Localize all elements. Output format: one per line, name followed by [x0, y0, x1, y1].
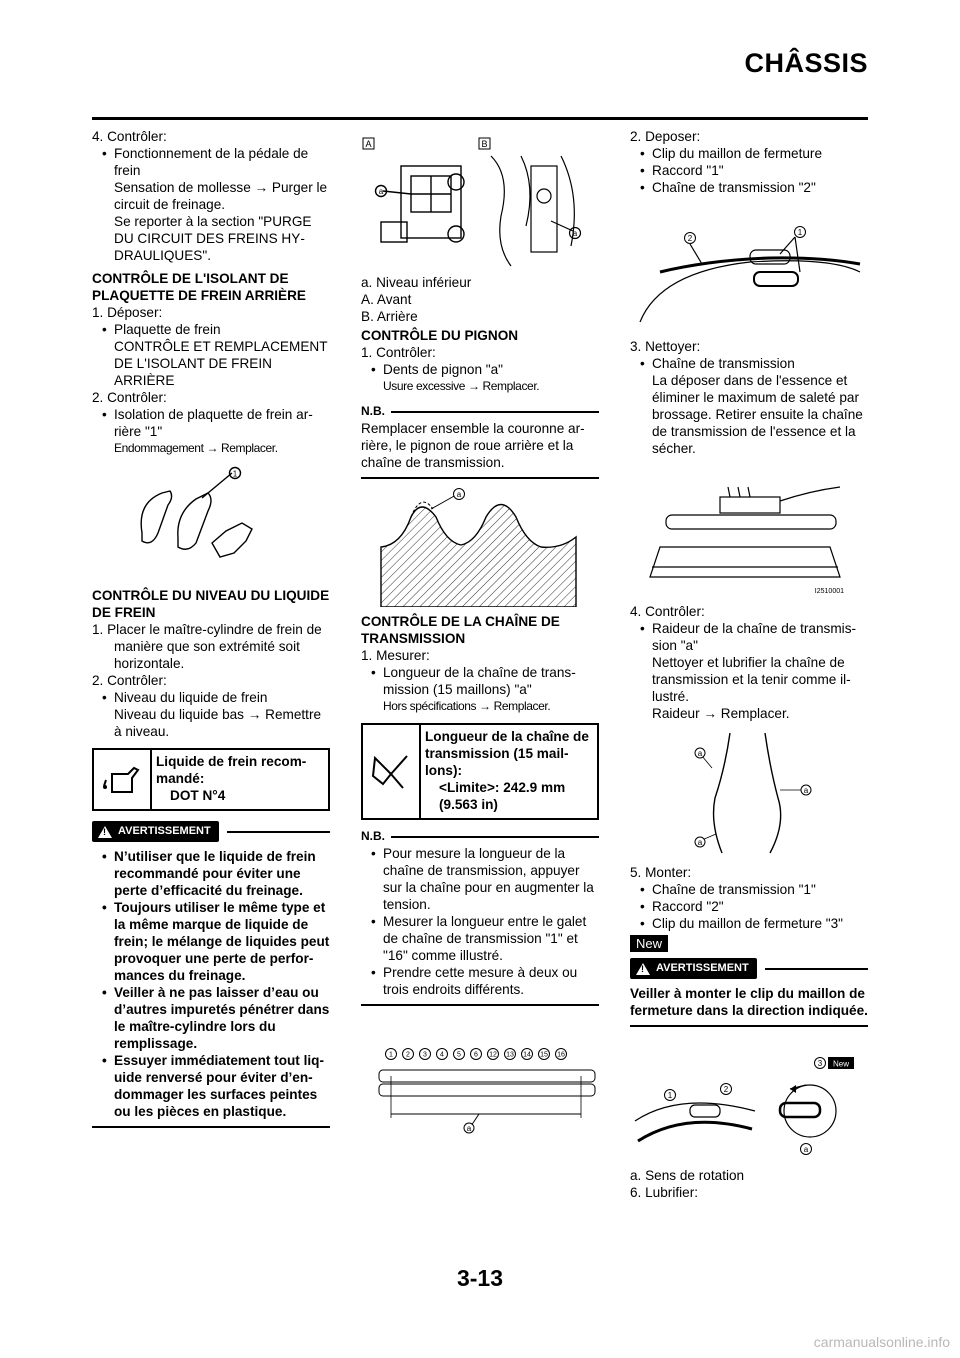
- svg-text:a: a: [456, 490, 462, 499]
- warning-end-rule: [92, 1126, 330, 1128]
- note-label: N.B.: [361, 829, 385, 843]
- chain-roller-number-label: 5: [457, 1051, 461, 1059]
- spec-value: DOT N°4: [170, 788, 226, 803]
- pad-step-2-bullet: • Isolation de plaquette de frein arrière "1": [92, 406, 330, 440]
- oil-can-icon: [94, 750, 152, 809]
- caliper-icon: [363, 725, 421, 818]
- warning-icon: [636, 963, 650, 975]
- figure-code: I2510001: [814, 588, 844, 595]
- fluid-step-1: 1. Placer le maître-cylindre de frein de manière que son extrémité soit horizontale.: [92, 622, 322, 671]
- step-3: 3. Nettoyer:: [630, 339, 701, 354]
- step-2-bullet: • Raccord "1": [630, 162, 868, 179]
- svg-text:1: 1: [797, 228, 803, 237]
- svg-text:1: 1: [667, 1091, 673, 1100]
- pad-figure-label: 1: [232, 469, 238, 479]
- step-4-line-1: Sensation de mollesse → Purger le circuit de freinage.: [114, 180, 328, 212]
- note-text: Remplacer ensemble la couronne arrière, le pignon de roue arrière et la chaîne de transmission.: [361, 421, 585, 470]
- pad-step-1-bullet: • Plaquette de frein: [92, 321, 330, 338]
- svg-text:B: B: [481, 139, 488, 149]
- step-2: 2. Deposer:: [630, 129, 701, 144]
- step-4-title: 4. Contrôler:: [92, 129, 167, 144]
- pad-step-2: 2. Contrôler:: [92, 390, 167, 405]
- fluid-step-2: 2. Contrôler:: [92, 673, 167, 688]
- chain-roller-number-label: 12: [489, 1051, 497, 1059]
- svg-text:a: a: [803, 1145, 809, 1154]
- legend-a: a. Niveau inférieur: [361, 275, 472, 290]
- column-left: [92, 128, 330, 1136]
- chain-roller-number-label: 1: [389, 1051, 393, 1059]
- warning-item: • N’utiliser que le liquide de frein recommandé pour éviter une perte d’efficacité du freinage.: [92, 848, 330, 899]
- svg-text:2: 2: [723, 1085, 729, 1094]
- pad-step-2-action: Endommagement → Remplacer.: [114, 441, 278, 455]
- header-rule: [92, 117, 868, 120]
- fluid-step-2-action: Niveau du liquide bas → Remettre à niveau.: [114, 707, 322, 739]
- legend-B: B. Arrière: [361, 309, 418, 324]
- legend-a: a. Sens de rotation: [630, 1168, 745, 1183]
- chain-roller-number-label: 4: [440, 1051, 444, 1059]
- chain-roller-number-label: 2: [406, 1051, 410, 1059]
- note-block-1: [361, 403, 599, 479]
- svg-text:New: New: [832, 1059, 850, 1069]
- step-4-text: Nettoyer et lubrifier la chaîne de transmission et la tenir comme illustré.: [652, 655, 851, 704]
- watermark: carmanualsonline.info: [813, 1334, 950, 1350]
- note-label: N.B.: [361, 404, 385, 418]
- sprocket-step-1-bullet: • Dents de pignon "a": [361, 361, 599, 378]
- sprocket-step-1-action: Usure excessive → Remplacer.: [383, 379, 540, 393]
- note-block-2: [361, 828, 599, 1006]
- warning-badge: ! AVERTISSEMENT: [92, 821, 219, 842]
- column-middle: [361, 128, 599, 1142]
- note-item: • Pour mesure la longueur de la chaîne de transmission, appuyer sur la chaîne pour en augmenter la tension.: [361, 845, 599, 913]
- chain-stiffness-figure: [630, 728, 868, 858]
- chain-step-1: 1. Mesurer:: [361, 648, 430, 663]
- clean-chain-figure: [630, 467, 868, 597]
- step-5-bullet: • Chaîne de transmission "1": [630, 881, 868, 898]
- page-title: CHÂSSIS: [744, 48, 868, 78]
- pad-step-1-ref: CONTRÔLE ET REMPLACEMENT DE L'ISOLANT DE FREIN ARRIÈRE: [114, 339, 328, 388]
- remove-chain-figure: [630, 202, 868, 332]
- chain-step-1-bullet: • Longueur de la chaîne de transmission (15 maillons) "a": [361, 664, 599, 698]
- svg-text:a: a: [378, 187, 384, 196]
- step-3-text: La déposer dans de l'essence et éliminer le maximum de saleté par brossage. Retirer ensuite la chaîne de transmission de l'essence et la sécher.: [652, 373, 863, 456]
- sprocket-teeth-figure: [361, 487, 599, 607]
- chain-roller-number-label: 6: [474, 1051, 478, 1059]
- reservoir-figure: [361, 136, 599, 268]
- warning-header: [630, 958, 868, 979]
- fluid-step-2-bullet: • Niveau du liquide de frein: [92, 689, 330, 706]
- warning-item: • Veiller à ne pas laisser d’eau ou d’autres impuretés pénétrer dans le maître-cylindre lors du remplissage.: [92, 984, 330, 1052]
- new-part-badge: New: [630, 935, 668, 952]
- brake-pad-figure: [92, 463, 330, 581]
- install-clip-figure: [630, 1041, 868, 1161]
- chain-step-1-action: Hors spécifications → Remplacer.: [383, 699, 551, 713]
- chain-roller-number-label: 14: [523, 1051, 531, 1059]
- step-4-line-2: Se reporter à la section "PURGE DU CIRCUIT DES FREINS HYDRAULIQUES".: [114, 214, 312, 263]
- heading-pad-insulator: CONTRÔLE DE L'ISOLANT DE PLAQUETTE DE FREIN ARRIÈRE: [92, 271, 306, 303]
- step-3-bullet: • Chaîne de transmission: [630, 355, 868, 372]
- step-2-bullet: • Clip du maillon de fermeture: [630, 145, 868, 162]
- page-number: 3-13: [456, 1265, 504, 1291]
- note-item: • Mesurer la longueur entre le galet de chaîne de transmission "1" et "16" comme illustré.: [361, 913, 599, 964]
- step-4-action: Raideur → Remplacer.: [652, 706, 790, 721]
- note-item: • Prendre cette mesure à deux ou trois endroits différents.: [361, 964, 599, 998]
- step-4: 4. Contrôler:: [630, 604, 705, 619]
- warning-item: • Toujours utiliser le même type et la même marque de liquide de frein; le mélange de liquides peut provoquer une perte de performances du freinage.: [92, 899, 330, 984]
- svg-text:3: 3: [817, 1059, 823, 1068]
- spec-label: Longueur de la chaîne de transmission (15 maillons):: [425, 729, 589, 778]
- svg-text:2: 2: [687, 234, 693, 243]
- warning-badge: ! AVERTISSEMENT: [630, 958, 757, 979]
- chain-roller-number-label: 3: [423, 1051, 427, 1059]
- warning-text: Veiller à monter le clip du maillon de fermeture dans la direction indiquée.: [630, 986, 868, 1018]
- warning-icon: [98, 826, 112, 838]
- warning-header: [92, 821, 330, 842]
- chain-roller-number-label: 13: [506, 1051, 514, 1059]
- step-6: 6. Lubrifier:: [630, 1185, 699, 1200]
- svg-text:a: a: [803, 786, 809, 795]
- legend-A: A. Avant: [361, 292, 412, 307]
- brake-fluid-spec-box: [92, 748, 330, 811]
- svg-text:A: A: [365, 139, 372, 149]
- svg-text:a: a: [697, 838, 703, 847]
- chain-roller-number-label: 15: [540, 1051, 548, 1059]
- pad-step-1: 1. Déposer:: [92, 305, 163, 320]
- column-right: [630, 128, 868, 1201]
- step-5: 5. Monter:: [630, 865, 692, 880]
- step-4-bullet: • Fonctionnement de la pédale de frein: [92, 145, 330, 179]
- step-5-bullet: • Clip du maillon de fermeture "3": [630, 915, 868, 932]
- spec-label: Liquide de frein recommandé:: [156, 754, 307, 786]
- chain-roller-number-label: 16: [557, 1051, 565, 1059]
- sprocket-step-1: 1. Contrôler:: [361, 345, 436, 360]
- step-5-bullet: • Raccord "2": [630, 898, 868, 915]
- heading-chain: CONTRÔLE DE LA CHAÎNE DE TRANSMISSION: [361, 614, 560, 646]
- svg-text:a: a: [572, 229, 578, 238]
- heading-brake-fluid: CONTRÔLE DU NIVEAU DU LIQUIDE DE FREIN: [92, 588, 330, 620]
- svg-text:a: a: [466, 1124, 472, 1133]
- warning-item: • Essuyer immédiatement tout liquide renversé pour éviter d’endommager les surfaces peintes ou les pièces en plastique.: [92, 1052, 330, 1120]
- step-4-bullet: • Raideur de la chaîne de transmission "a": [630, 620, 868, 654]
- svg-text:a: a: [697, 749, 703, 758]
- heading-sprocket: CONTRÔLE DU PIGNON: [361, 328, 519, 343]
- spec-value: <Limite>: 242.9 mm (9.563 in): [439, 780, 566, 812]
- step-2-bullet: • Chaîne de transmission "2": [630, 179, 868, 196]
- chain-measure-figure: [361, 1036, 599, 1136]
- warning-end-rule: [630, 1025, 868, 1027]
- chain-length-spec-box: [361, 723, 599, 820]
